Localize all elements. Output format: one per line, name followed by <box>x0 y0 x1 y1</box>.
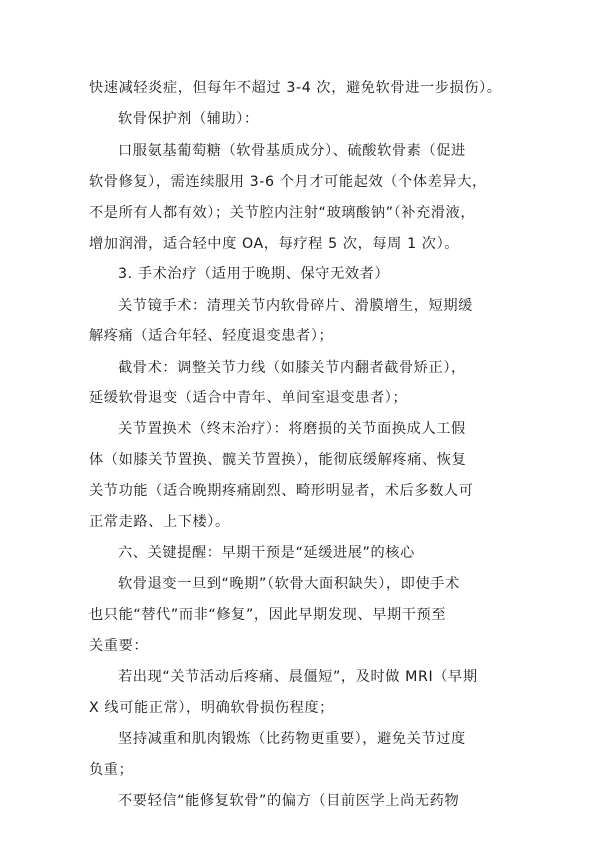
text-line-3: 口服氨基葡萄糖（软骨基质成分）、硫酸软骨素（促进 <box>118 143 466 159</box>
text-line-7: 3. 手术治疗（适用于晚期、保守无效者） <box>118 266 390 282</box>
text-line-21: X 线可能正常），明确软骨损伤程度； <box>89 700 334 716</box>
text-line-13: 体（如膝关节置换、髋关节置换），能彻底缓解疼痛、恢复 <box>89 452 467 468</box>
text-line-14: 关节功能（适合晚期疼痛剧烈、畸形明显者，术后多数人可 <box>89 483 474 499</box>
text-line-10: 截骨术：调整关节力线（如膝关节内翻者截骨矫正）， <box>118 360 466 376</box>
text-line-2: 软骨保护剂（辅助）： <box>118 111 259 127</box>
text-line-8: 关节镜手术：清理关节内软骨碎片、滑膜增生，短期缓 <box>118 298 473 314</box>
text-line-20: 若出现“关节活动后疼痛、晨僵短”，及时做 MRI（早期 <box>118 669 478 685</box>
text-line-4: 软骨修复），需连续服用 3-6 个月才可能起效（个体差异大， <box>89 174 487 190</box>
text-line-15: 正常走路、上下楼）。 <box>89 514 230 530</box>
text-line-24: 不要轻信“能修复软骨”的偏方（目前医学上尚无药物 <box>118 793 460 809</box>
text-line-19: 关重要： <box>89 638 149 654</box>
text-line-17: 软骨退变一旦到“晚期”（软骨大面积缺失），即使手术 <box>118 576 460 592</box>
text-line-11: 延缓软骨退变（适合中青年、单间室退变患者）； <box>89 390 408 406</box>
text-line-6: 增加润滑，适合轻中度 OA，每疗程 5 次，每周 1 次）。 <box>89 236 460 252</box>
text-line-5: 不是所有人都有效）；关节腔内注射“玻璃酸钠”（补充滑液， <box>89 205 476 221</box>
text-line-18: 也只能“替代”而非“修复”，因此早期发现、早期干预至 <box>89 607 447 623</box>
text-line-16: 六、关键提醒：早期干预是“延缓进展”的核心 <box>118 545 415 561</box>
text-line-9: 解疼痛（适合年轻、轻度退变患者）； <box>89 328 334 344</box>
text-line-22: 坚持减重和肌肉锻炼（比药物更重要），避免关节过度 <box>118 731 466 747</box>
text-line-1: 快速减轻炎症，但每年不超过 3-4 次，避免软骨进一步损伤）。 <box>89 80 502 96</box>
text-line-23: 负重； <box>89 762 134 778</box>
text-line-12: 关节置换术（终末治疗）：将磨损的关节面换成人工假 <box>118 421 466 437</box>
